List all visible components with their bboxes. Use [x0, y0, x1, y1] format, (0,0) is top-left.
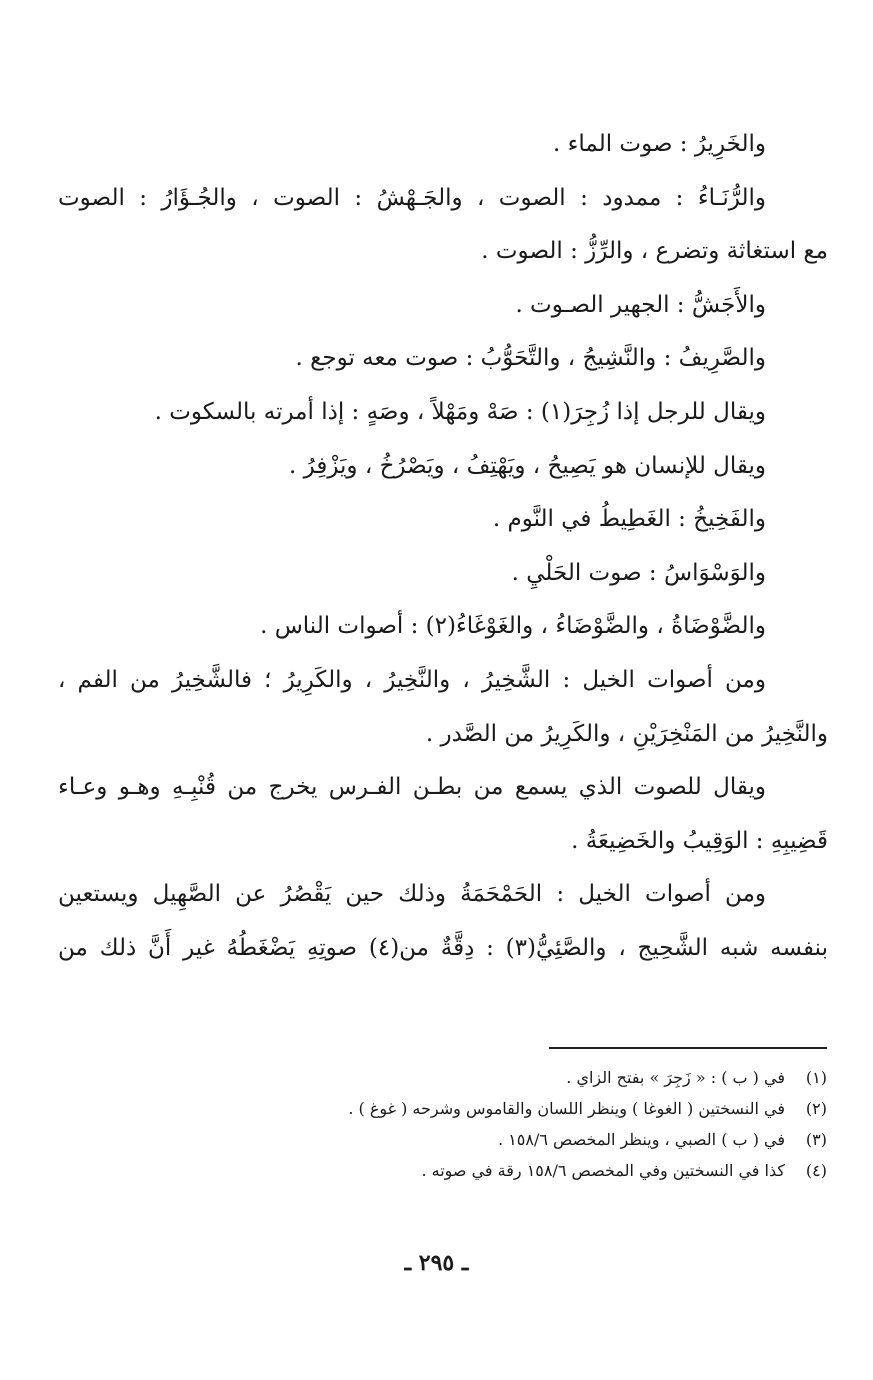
text-line: مع استغاثة وتضرع ، والرِّزُّ : الصوت .	[481, 238, 828, 265]
text-line: قَضِيبِهِ : الوَقِيبُ والخَضِيعَةُ .	[571, 827, 828, 854]
footnote-number: (٣)	[805, 1130, 827, 1149]
text-line: والفَخِيخُ : الغَطِيطُ في النَّوم .	[492, 506, 766, 533]
text-line: والأَجَشُّ : الجهير الصـوت .	[515, 291, 766, 318]
footnote-number: (١)	[805, 1068, 827, 1087]
main-text	[58, 118, 828, 976]
footnote-text: كذا في النسختين وفي المخصص ١٥٨/٦ رقة في صوته .	[421, 1161, 785, 1180]
text-line: ومن أصوات الخيل : الشَّخِيرُ ، والنَّخِيرُ ، والكَرِيرُ ؛ فالشَّخِيرُ من الفم ،	[58, 666, 766, 693]
text-line: والرُّنَـاءُ : ممدود : الصوت ، والجَـهْشُ : الصوت ، والجُـؤَارُ : الصوت	[58, 184, 766, 211]
text-line: والوَسْوَاسُ : صوت الحَلْيِ .	[511, 559, 766, 586]
text-line: والنَّخِيرُ من المَنْخِرَيْنِ ، والكَرِيرُ من الصَّدر .	[425, 720, 828, 747]
footnote-text: في ( ب ) الصبي ، وينظر المخصص ١٥٨/٦ .	[497, 1130, 785, 1149]
footnote-divider	[549, 1047, 827, 1049]
footnote-text: في ( ب ) : « زَجِرَ » بفتح الزاي .	[566, 1068, 785, 1087]
text-line: ويقال للرجل إذا زُجِرَ(١) : صَهْ ومَهْلاً ، وصَهٍ : إذا أمرته بالسكوت .	[154, 398, 766, 425]
footnote	[107, 1062, 827, 1093]
footnote	[107, 1124, 827, 1155]
text-line: ويقال للإنسان هو يَصِيحُ ، ويَهْتِفُ ، ويَصْرُخُ ، ويَزْفِرُ .	[289, 452, 766, 479]
text-line: ومن أصوات الخيل : الحَمْحَمَةُ وذلك حين يَقْصُرُ عن الصَّهِيل ويستعين	[58, 881, 766, 908]
text-line: بنفسه شبه الشَّحِيج ، والصَّئِيُّ(٣) : دِقَّةٌ من(٤) صوتِهِ يَضْغَطُهُ غير أَنَّ ذلك من	[58, 934, 828, 961]
page-number: ـ ٢٩٥ ـ	[404, 1250, 469, 1276]
footnote-text: في النسختين ( الغوغا ) وينظر اللسان والقاموس وشرحه ( غوغ ) .	[348, 1099, 785, 1118]
footnote	[107, 1093, 827, 1124]
text-line: والخَرِيرُ : صوت الماء .	[552, 131, 766, 157]
text-line: والضَّوْضَاةُ ، والضَّوْضَاءُ ، والغَوْغَاءُ(٢) : أصوات الناس .	[260, 613, 766, 640]
text-line: والصَّرِيفُ : والنَّشِيجُ ، والتَّحَوُّبُ : صوت معه توجع .	[295, 345, 766, 372]
footnote	[107, 1155, 827, 1186]
text-line: ويقال للصوت الذي يسمع من بطـن الفـرس يخرج من قُنْبِـهِ وهـو وعـاء	[58, 774, 766, 801]
footnote-number: (٢)	[805, 1099, 827, 1118]
footnotes	[107, 1062, 827, 1186]
footnote-number: (٤)	[805, 1161, 827, 1180]
